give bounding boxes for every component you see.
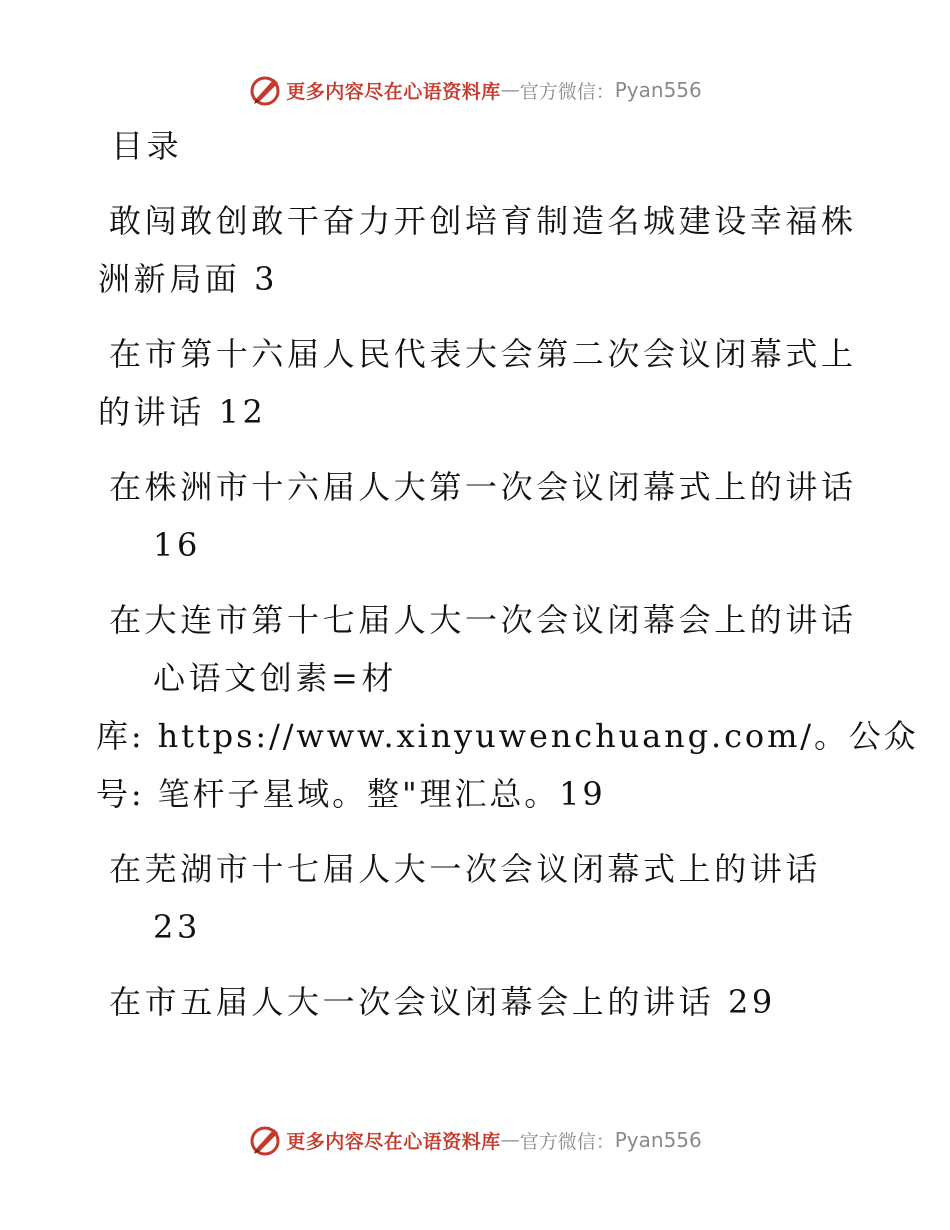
footer-banner [0, 1120, 950, 1160]
toc-entry-line: 洲新局面 3 [98, 260, 279, 298]
toc-entry-line: 号: 笔杆子星域。整"理汇总。19 [96, 775, 606, 813]
toc-entry-line: 16 [153, 526, 201, 564]
toc-title: 目录 [111, 127, 183, 165]
toc-entry-line: 库: https://www.xinyuwenchuang.com/。公众 [96, 717, 919, 755]
banner-wechat-label: 官方微信： [519, 80, 615, 103]
banner-wechat-id: Pyan556 [614, 78, 702, 102]
banner-wechat-label: 官方微信： [519, 1130, 615, 1153]
toc-entry-line: 的讲话 12 [98, 393, 267, 431]
banner-dash: — [500, 1129, 520, 1151]
toc-entry-line: 在大连市第十七届人大一次会议闭幕会上的讲话 [109, 601, 857, 639]
banner-dash: — [500, 79, 520, 101]
toc-entry-line: 在芜湖市十七届人大一次会议闭幕式上的讲话 [109, 850, 822, 888]
toc-entry-line: 在株洲市十六届人大第一次会议闭幕式上的讲话 [109, 468, 857, 506]
pen-logo-icon [248, 73, 282, 107]
header-banner [0, 70, 950, 110]
toc-entry-line: 在市第十六届人民代表大会第二次会议闭幕式上 [109, 335, 857, 373]
banner-wechat-id: Pyan556 [614, 1128, 702, 1152]
toc-entry-line: 在市五届人大一次会议闭幕会上的讲话 29 [109, 983, 776, 1021]
toc-entry-line: 敢闯敢创敢干奋力开创培育制造名城建设幸福株 [109, 202, 857, 240]
pen-logo-icon [248, 1123, 282, 1157]
toc-entry-line: 心语文创素=材 [153, 659, 398, 697]
banner-site-name: 更多内容尽在心语资料库 [286, 1130, 501, 1153]
banner-site-name: 更多内容尽在心语资料库 [286, 80, 501, 103]
toc-entry-line: 23 [153, 908, 201, 946]
